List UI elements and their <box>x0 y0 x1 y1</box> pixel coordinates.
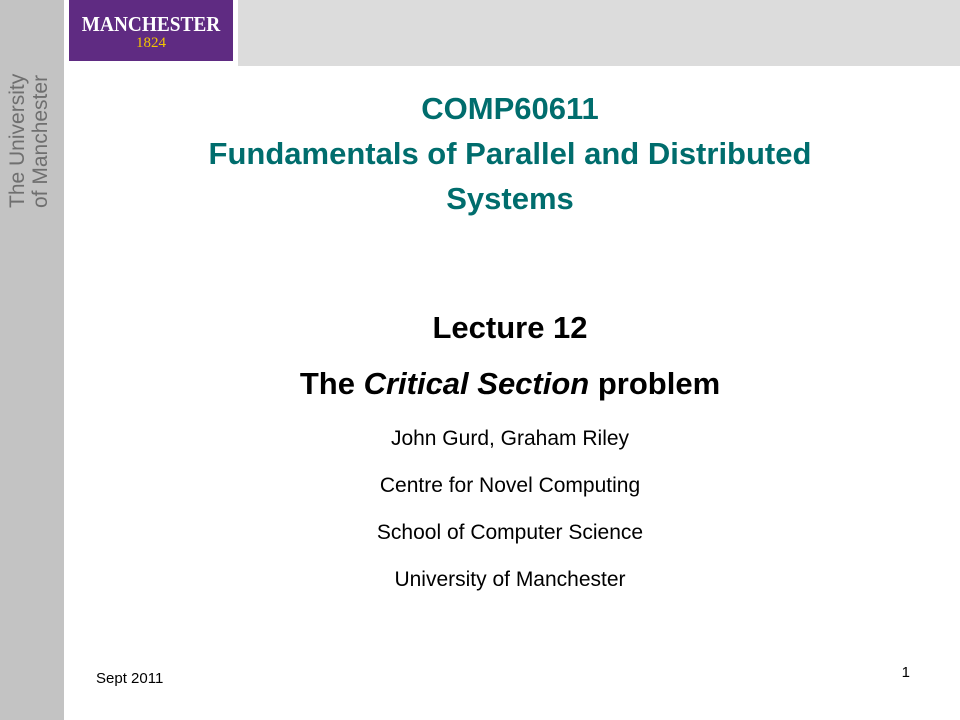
university-wordmark-line1: The University <box>6 73 29 208</box>
university-logo <box>64 0 238 66</box>
footer-date: Sept 2011 <box>96 670 164 687</box>
lecture-topic-prefix: The <box>299 366 364 401</box>
lecture-topic-emphasis: Critical Section <box>363 366 590 401</box>
university-wordmark-line2: of Manchester <box>29 74 52 208</box>
school: School of Computer Science <box>376 521 644 544</box>
lecture-number: Lecture 12 <box>432 310 588 345</box>
university-vertical-wordmark <box>6 58 60 208</box>
research-centre: Centre for Novel Computing <box>379 474 641 497</box>
slide-title <box>100 86 920 221</box>
logo-year: 1824 <box>136 35 166 51</box>
course-name-line1: Fundamentals of Parallel and Distributed <box>208 136 812 171</box>
authors: John Gurd, Graham Riley <box>390 427 630 450</box>
slide-subtitle <box>100 305 920 603</box>
course-code: COMP60611 <box>421 91 599 126</box>
page-number: 1 <box>901 664 910 681</box>
logo-badge <box>69 0 233 61</box>
logo-wordmark: MANCHESTER <box>81 12 221 36</box>
lecture-topic <box>100 361 920 407</box>
course-name-line2: Systems <box>446 181 574 216</box>
lecture-topic-suffix: problem <box>589 366 721 401</box>
university: University of Manchester <box>394 568 626 591</box>
